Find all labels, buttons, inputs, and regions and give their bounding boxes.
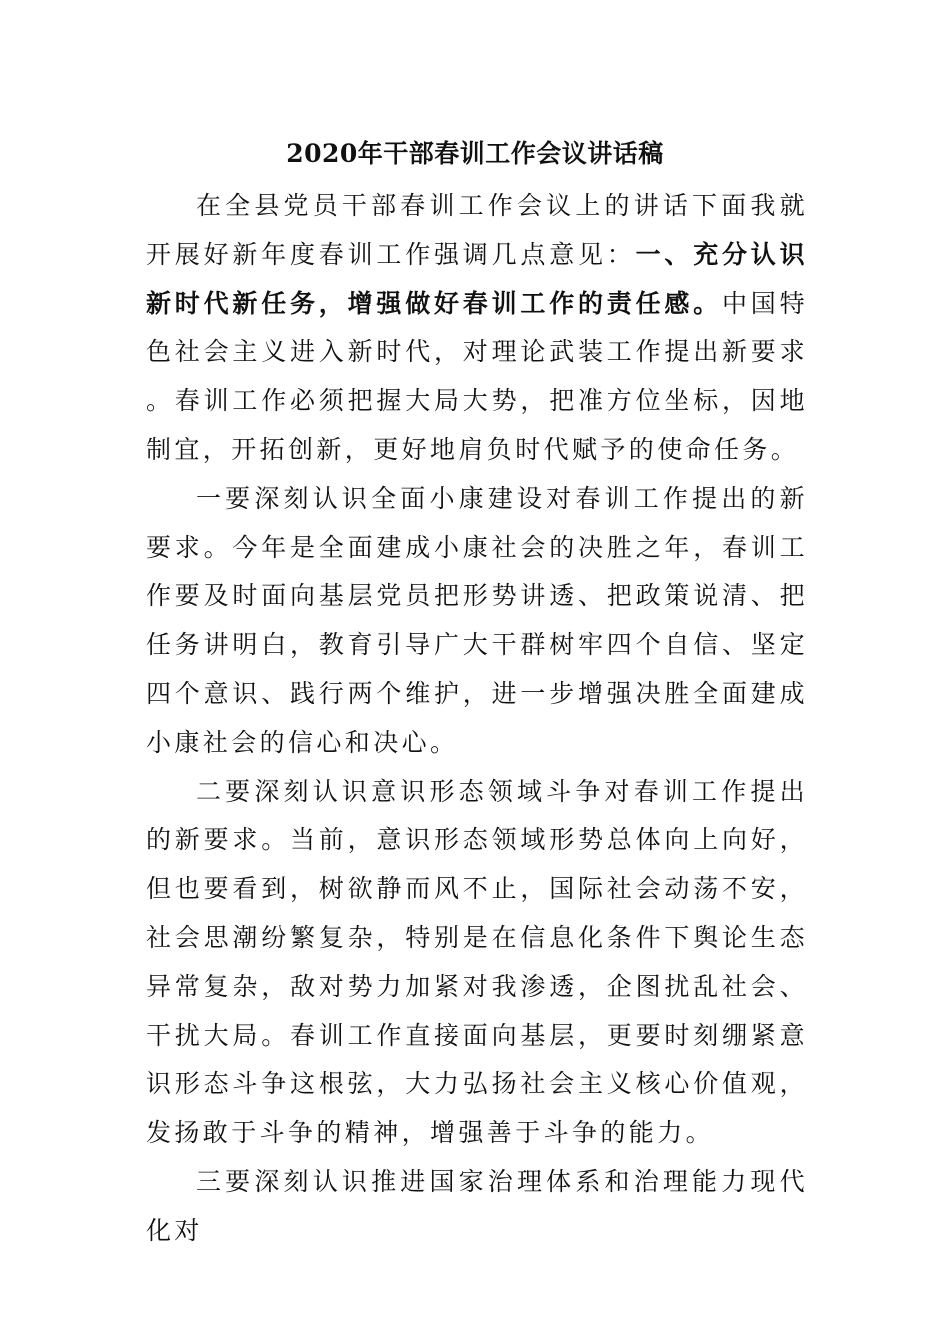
document-body	[146, 182, 808, 1256]
paragraph-point-two: 二要深刻认识意识形态领域斗争对春训工作提出的新要求。当前，意识形态领域形势总体向上向好，但也要看到，树欲静而风不止，国际社会动荡不安，社会思潮纷繁复杂，特别是在信息化条件下舆论生态异常复杂，敌对势力加紧对我渗透，企图扰乱社会、干扰大局。春训工作直接面向基层，更要时刻绷紧意识形态斗争这根弦，大力弘扬社会主义核心价值观，发扬敢于斗争的精神，增强善于斗争的能力。	[146, 776, 808, 1148]
paragraph-intro-rest: 中国特色社会主义进入新时代，对理论武装工作提出新要求。春训工作必须把握大局大势，把准方位坐标，因地制宜，开拓创新，更好地肩负时代赋予的使命任务。	[146, 288, 808, 464]
paragraph-point-one: 一要深刻认识全面小康建设对春训工作提出的新要求。今年是全面建成小康社会的决胜之年，春训工作要及时面向基层党员把形势讲透、把政策说清、把任务讲明白，教育引导广大干群树牢四个自信、坚定四个意识、践行两个维护，进一步增强决胜全面建成小康社会的信心和决心。	[146, 483, 808, 757]
paragraph-intro-lead: 在全县党员干部春训工作会议上的讲话下面我就开展好新年度春训工作强调几点意见：	[146, 191, 808, 269]
document-title: 2020年干部春训工作会议讲话稿	[286, 139, 664, 168]
paragraph-intro-emphasis: 一、充分认识新时代新任务，增强做好春训工作的责任感。	[146, 239, 808, 318]
paragraph-point-three: 三要深刻认识推进国家治理体系和治理能力现代化对	[146, 1166, 808, 1245]
paragraph-intro	[146, 182, 808, 475]
